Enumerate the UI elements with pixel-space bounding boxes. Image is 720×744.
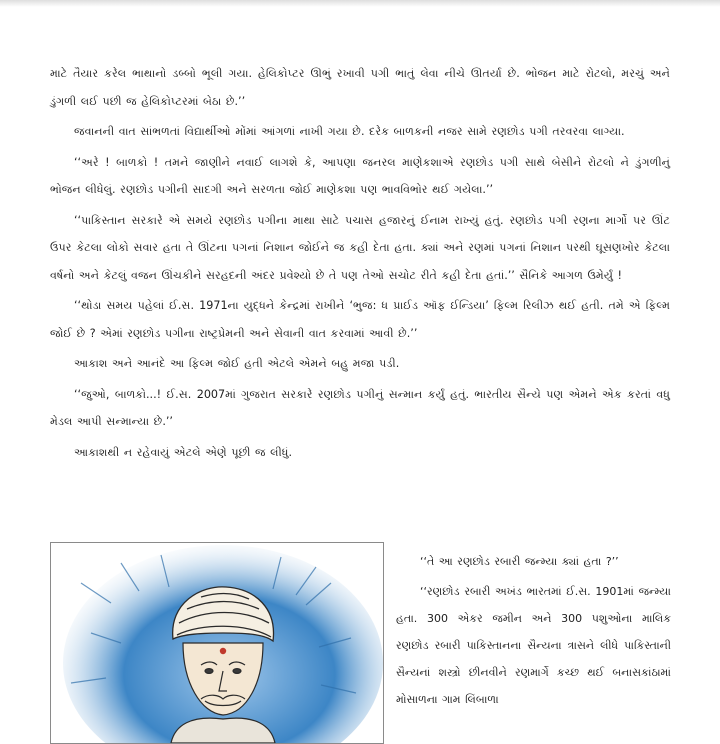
paragraph-3: ‘‘અરે ! બાળકો ! તમને જાણીને નવાઈ લાગશે કે, આપણા જનરલ માણેકશાએ રણછોડ પગી સાથે બેસીને રોટલો ને ડુંગળીનું ભોજન લીધેલું. રણછોડ પગીની સાદગી અને સરળતા જોઈ માણેકશા પણ ભાવવિભોર થઈ ગયેલા.’’ [50,155,670,196]
paragraph-8: આકાશથી ન રહેવાયું એટલે એણે પૂછી જ લીધું. [74,445,293,459]
portrait-illustration [51,543,383,743]
question-paragraph: ‘‘તે આ રણછોડ રબારી જન્મ્યા ક્યાં હતા ?’’ [420,555,619,568]
paragraph-1: માટે તૈયાર કરેલ ભાથાનો ડબ્બો ભૂલી ગયા. હેલિકોપ્ટર ઊભું રખાવી પગી ભાતું લેવા નીચે ઊતર્યા છે. ભોજન માટે રોટલો, મરચું અને ડુંગળી લઈ પછી જ હેલિકોપ્ટરમાં બેઠા છે.’’ [50,67,670,108]
paragraph-4: ‘‘પાકિસ્તાન સરકારે એ સમયે રણછોડ પગીના માથા સાટે પચાસ હજારનું ઈનામ રાખ્યું હતું. રણછોડ પગી રણના માર્ગો પર ઊંટ ઉપર કેટલા લોકો સવાર હતા તે ઊંટના પગનાં નિશાન જોઈને જ કહી દેતા હતા. ક્યાં અને રણમાં પગનાં નિશાન પરથી ઘૂસણખોર કેટલા વર્ષનો અને કેટલું વજન ઊંચકીને સરહદની અંદર પ્રવેશ્યો છે તે પણ તેઓ સચોટ રીતે કહી દેતા હતાં.’’ સૈનિકે આગળ ઉમેર્યું ! [50,213,670,282]
main-text-column [50,60,670,469]
paragraph-2: જવાનની વાત સાંભળતાં વિદ્યાર્થીઓ મોંમાં આંગળાં નાખી ગયા છે. દરેક બાળકની નજર સામે રણછોડ પગી તરવરવા લાગ્યા. [74,125,625,138]
scan-top-edge [0,0,720,7]
paragraph-5: ‘‘થોડા સમય પહેલાં ઈ.સ. 1971ના યુદ્ધને કેન્દ્રમાં રાખીને ‘ભુજ: ધ પ્રાઈડ ઑફ ઈન્ડિયા’ ફિલ્મ રિલીઝ થઈ હતી. તમે એ ફિલ્મ જોઈ છે ? એમાં રણછોડ પગીના રાષ્ટ્રપ્રેમની અને સેવાની વાત કરવામાં આવી છે.’’ [50,299,670,340]
paragraph-6: આકાશ અને આનંદે આ ફિલ્મ જોઈ હતી એટલે એમને બહુ મજા પડી. [74,357,400,370]
paragraph-7: ‘‘જુઓ, બાળકો...! ઈ.સ. 2007માં ગુજરાત સરકારે રણછોડ પગીનું સન્માન કર્યું હતું. ભારતીય સૈન્યે પણ એમને એક કરતાં વધુ મેડલ આપી સન્માન્યા છે.’’ [50,387,670,428]
right-text-column [396,548,671,716]
portrait-figure [50,542,384,744]
answer-paragraph: ‘‘રણછોડ રબારી અખંડ ભારતમાં ઈ.સ. 1901માં જન્મ્યા હતા. 300 એકર જમીન અને 300 પશુઓના માલિક રણછોડ રબારી પાકિસ્તાનના સૈન્યના ત્રાસને લીધે પાકિસ્તાની સૈન્યનાં શસ્ત્રો છીનવીને રણમાર્ગે કચ્છ થઈ બનાસકાંઠામાં મોસાળના ગામ લિંબાળા [396,585,671,706]
